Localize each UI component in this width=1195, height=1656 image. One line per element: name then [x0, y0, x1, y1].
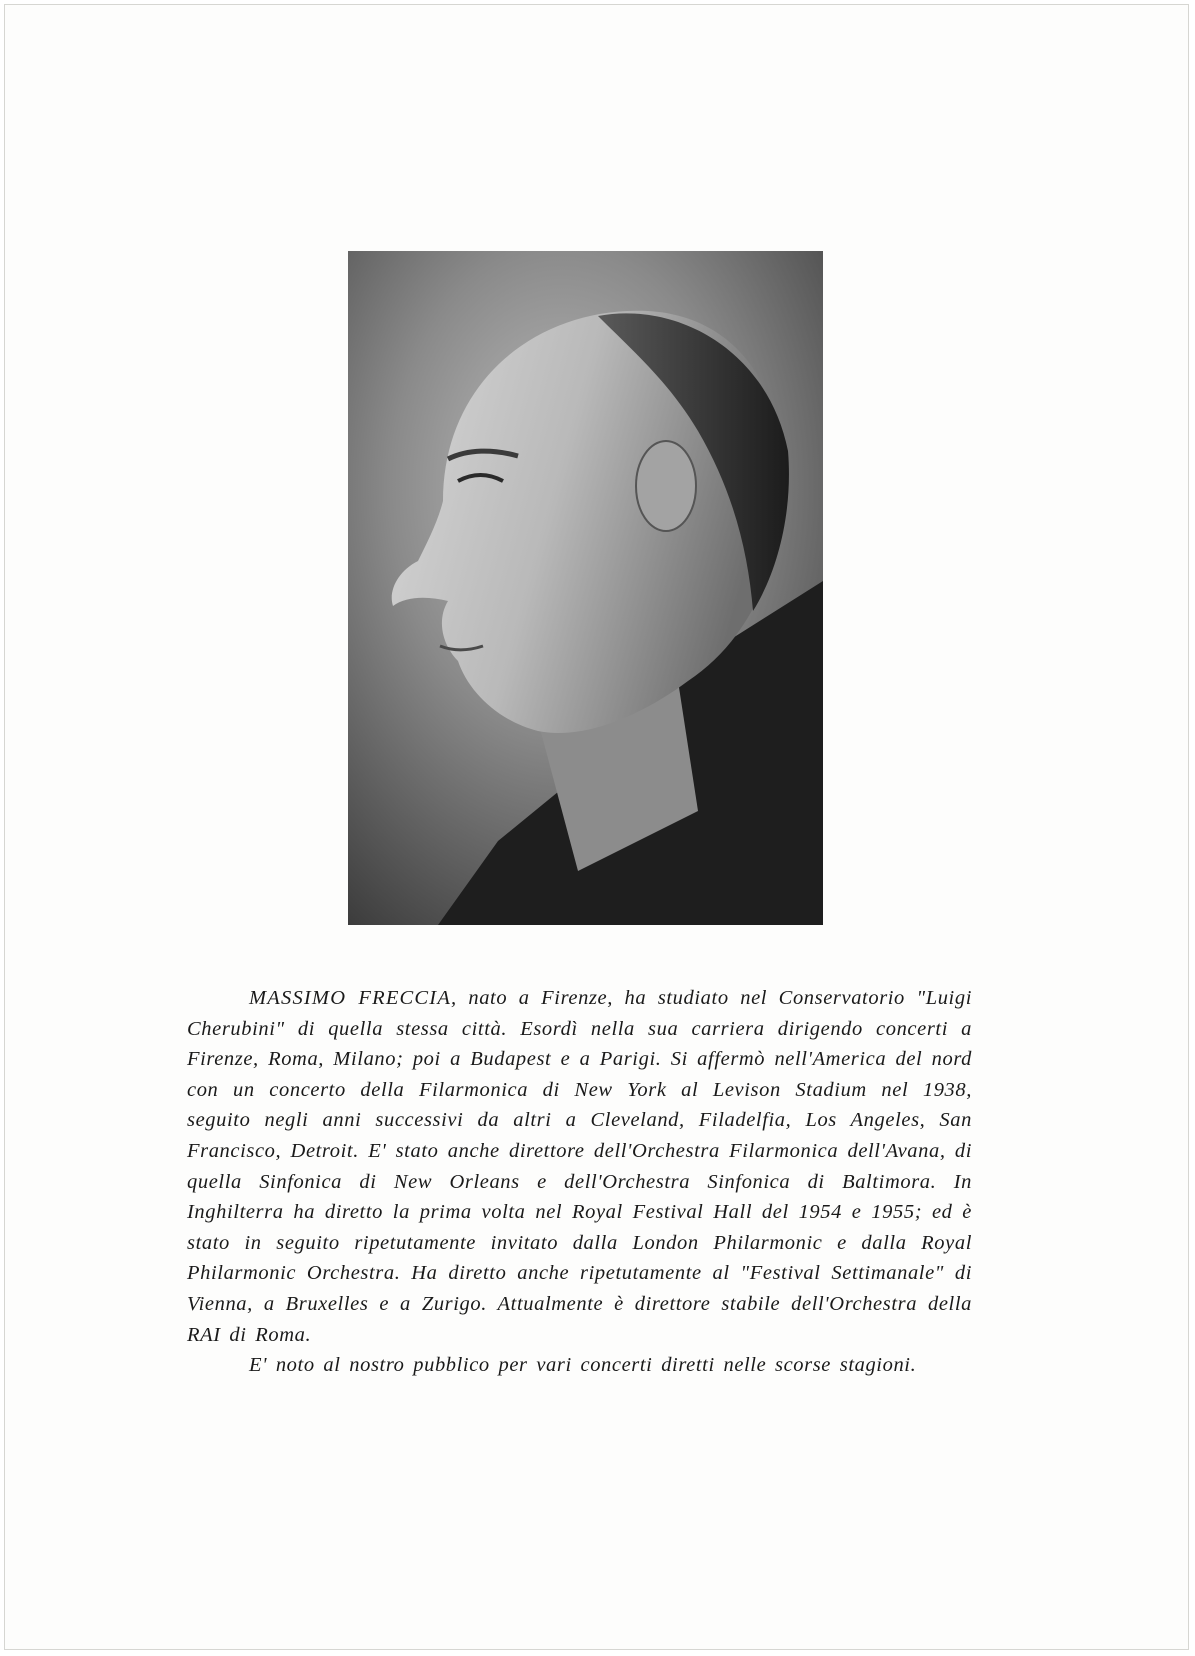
biography-paragraph [187, 983, 972, 1350]
portrait-photo [348, 251, 823, 925]
document-page [4, 4, 1189, 1650]
biography-text [187, 983, 972, 1381]
biography-paragraph-2: E' noto al nostro pubblico per vari concerti diretti nelle scorse stagioni. [249, 1354, 917, 1377]
portrait-photo-icon [348, 251, 823, 925]
conductor-name: MASSIMO FRECCIA [249, 987, 452, 1009]
biography-paragraph-text: , nato a Firenze, ha studiato nel Conservatorio "Luigi Cherubini" di quella stessa città. Esordì nella sua carriera dirigendo concerti a Firenze, Roma, Milano; poi a Budapest e a Parigi. Si affermò nell'America del nord con un concerto della Filarmonica di New York al Levison Stadium nel 1938, seguito negli anni successivi da altri a Cleveland, Filadelfia, Los Angeles, San Francisco, Detroit. E' stato anche direttore dell'Orchestra Filarmonica dell'Avana, di quella Sinfonica di New Orleans e dell'Orchestra Sinfonica di Baltimora. In Inghilterra ha diretto la prima volta nel Royal Festival Hall del 1954 e 1955; ed è stato in seguito ripetutamente invitato dalla London Philarmonic e dalla Royal Philarmonic Orchestra. Ha diretto anche ripetutamente al "Festival Settimanale" di Vienna, a Bruxelles e a Zurigo. Attualmente è direttore stabile dell'Orchestra della RAI di Roma. [187, 987, 972, 1346]
